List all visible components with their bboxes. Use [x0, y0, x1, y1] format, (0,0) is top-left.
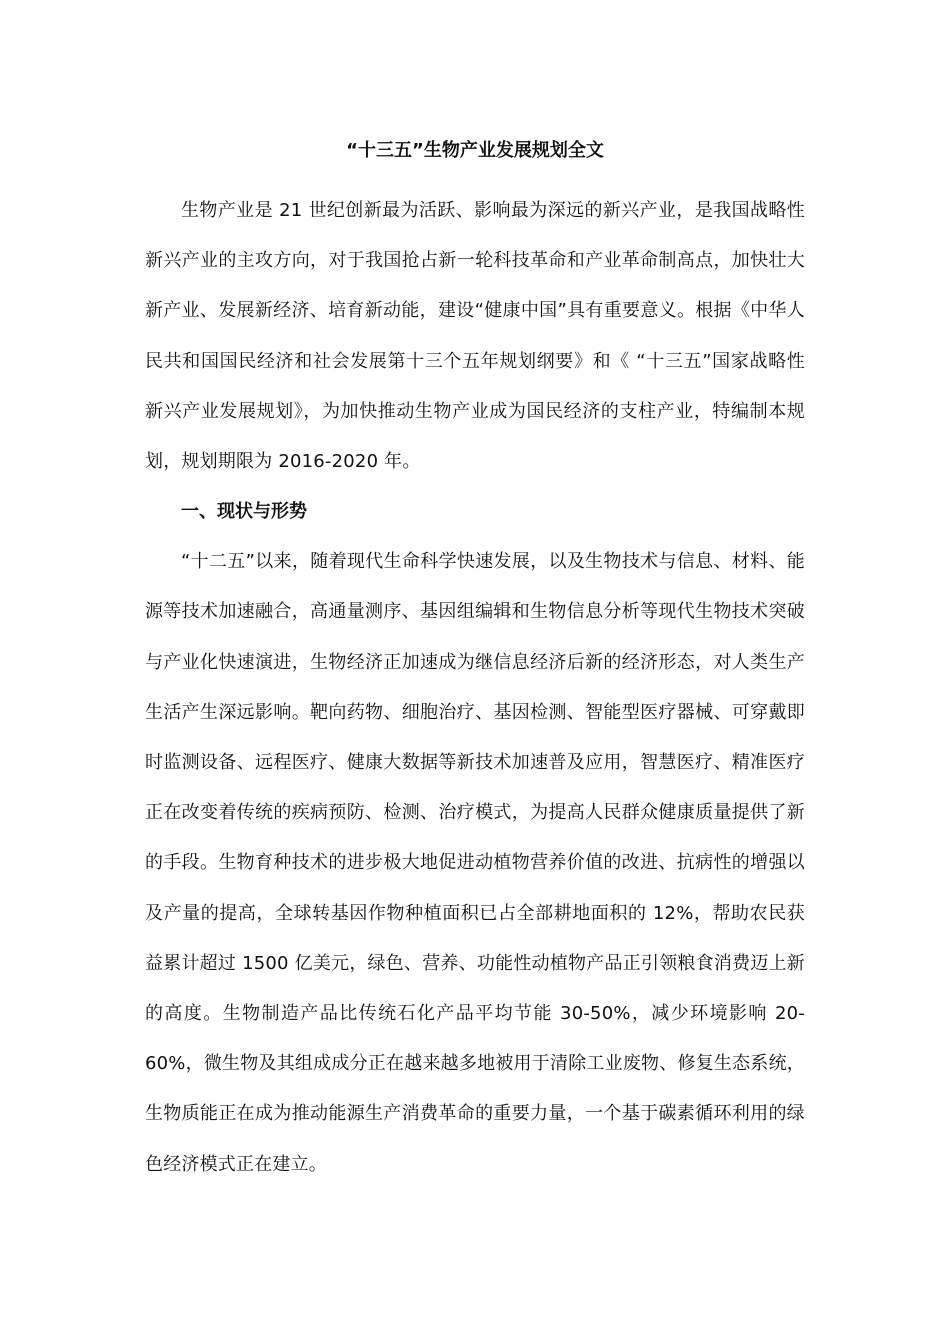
document-page [145, 136, 805, 1190]
intro-paragraph: 生物产业是 21 世纪创新最为活跃、影响最为深远的新兴产业，是我国战略性新兴产业的主攻方向，对于我国抢占新一轮科技革命和产业革命制高点，加快壮大新产业、发展新经济、培育新动能，建设“健康中国”具有重要意义。根据《中华人民共和国国民经济和社会发展第十三个五年规划纲要》和《 “十三五”国家战略性新兴产业发展规划》，为加快推动生物产业成为国民经济的支柱产业，特编制本规划，规划期限为 2016-2020 年。 [145, 200, 805, 473]
section-heading: 一、现状与形势 [181, 501, 307, 523]
document-title: “十三五”生物产业发展规划全文 [346, 140, 604, 161]
section-paragraph: “十二五”以来，随着现代生命科学快速发展，以及生物技术与信息、材料、能源等技术加速融合，高通量测序、基因组编辑和生物信息分析等现代生物技术突破与产业化快速演进，生物经济正加速成为继信息经济后新的经济形态，对人类生产生活产生深远影响。靶向药物、细胞治疗、基因检测、智能型医疗器械、可穿戴即时监测设备、远程医疗、健康大数据等新技术加速普及应用，智慧医疗、精准医疗正在改变着传统的疾病预防、检测、治疗模式，为提高人民群众健康质量提供了新的手段。生物育种技术的进步极大地促进动植物营养价值的改进、抗病性的增强以及产量的提高，全球转基因作物种植面积已占全部耕地面积的 12%，帮助农民获益累计超过 1500 亿美元，绿色、营养、功能性动植物产品正引领粮食消费迈上新的高度。生物制造产品比传统石化产品平均节能 30-50%，减少环境影响 20-60%，微生物及其组成成分正在越来越多地被用于清除工业废物、修复生态系统，生物质能正在成为推动能源生产消费革命的重要力量，一个基于碳素循环利用的绿色经济模式正在建立。 [145, 551, 805, 1175]
